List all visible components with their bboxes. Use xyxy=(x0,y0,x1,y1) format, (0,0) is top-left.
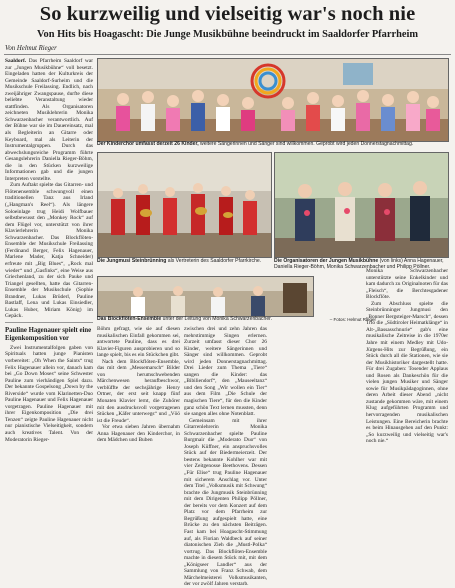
photo-recorder-ensemble xyxy=(97,276,314,317)
paragraph: zwischen drei und zehn Jahren das mehrstimmige Singen erlernen. Zurzeit umfasst dieser Chor 26 Kinder, weitere Sängerinnen und Sänger sind willkommen. Geprobt wird jeden Donnerstagnachmittag. Drei Lieder zum Thema „Tiere“ sangen die Kinder: das „Bibiliendorf“, den „Mauseeltanz“ und den Song „Wir wollen ein Tier“ aus dem Film „Die Schule der magischen Tiere“, für den die Kinder ganz schön Text lernen mussten, denn sie sangen alles ohne Notenblatt. xyxy=(184,326,267,418)
paragraph: Gemeinsam mit ihrer Gitarrenlehrerin Monika Schwarzenbacher spielte Pauline Burgmair die „Moderato Duo“ von Joseph Küffner, ein anspruchsvolles Stück auf der Biedermeierzeit. Der bestens bekannte Kohlher war mit vier Zeitgenosse Beethovens. Dessen „Für Elise“ trug Pauline Hagenauer mit sicherem Anschlag vor. Unter dem Titel „Volksmusik mit Schwung“ brachte die Jungmusik Steinbrünning mit dem Dirigenten Philipp Pöllner, der bereits vor dem Konzert auf dem Platz vor dem Pfarrheim zur Begrüßung aufgespielt hatte, eine Brücke zu den nächsten Beiträgen. Fast kam bei Hoagascht-Stimmung auf, als Florian Waldbeck auf seiner diatonischen Zieh die „Mustl-Polka“ vortrug. Das Blockflöten-Ensemble machte in diesem Stück mit, mit dem „Königseer Landler“ aus der Sammlung von Franz Schwab, dem Märchelmeisterei Volksmusikanten, der vor zwölf Jahren verstarb. xyxy=(184,417,267,588)
photo-jungmusi xyxy=(97,152,272,258)
paragraph: Zum Abschluss spielte die Steinbrünninger Jungmusi den „Bonner Bergsteiger-Marsch“, dessen Trio die „Südtiroler Heimatklänge“ in Alt-„Bassasschnurie“ gab's eine musikalische Zeitreise in die 1970er Jahre mit einem Medley mit Udo-Jürgens-Hits zur Begrüßung, ein Stück durch all die Stationen, wie sie der Musikhistoriker dargestellt hatte. Für drei Zugaben: Tosender Applaus und Rosen als Dankeschön für die vielen jungen Musiker und Sänger sowie für Musikpädagoginnen, ohne deren Arbeit dieser Abend „nicht zustande gekommen wäre, mit einem Klug aufgeführten Programm und hervorragenden musikalischen Leistungen. Eine Bereicherin brachte es beim Hinausgehen auf den Punkt: „So kurzweilig und vielseitig war's noch nie.“ xyxy=(366,300,448,445)
dateline: Saaldorf. xyxy=(5,58,27,64)
paragraph: Böhm gefragt, wie sie auf diesen musikalischen Einfall gekommen sei, antwortete Pauline, dass es drei Klavier-Figuren ausprobieren und so lange spielt, bis es ein Stückchen gibt. xyxy=(97,326,180,359)
caption-text: als Vertreterin des Saaldorfer Pfarrkirche. xyxy=(166,258,262,264)
paragraph: Zwei Instrumentalfolgen gaben von Spirituals hatten junge Pianisten vorbereitet: „Oh When the Saints“ trug Felix Hagenauer allein vor, danach kam bei „Go Down Moses“ seine Schwester Pauline zum vierhändigen Spiel dazu. Der bekannte Gospelsong „Down by the Riverside“ wurde vom Klarinetten-Duo Pauline Hagenauer und Felix Hagenauer vorgetragen. Pauline Hagenauer mit ihrer Eigenkomposition „Die drei Tenzen“ zeigte Pauline Hagenauer nicht nur pianistische Vielseitigkeit, sondern auch kreatives Talent. Von der Moderatorin Rieger- xyxy=(5,344,93,443)
photo-credit: – Fotos: Helmut Rieger xyxy=(329,317,376,322)
header-rule xyxy=(4,54,451,55)
paragraph: Monika Schwarzenbacher unterstützte seine Enkelkinder und kam dadurch zu Originalnoten für das „Fleisch“, die Berchtesgadener Blockflöte. xyxy=(366,268,448,301)
photo-caption xyxy=(97,258,270,264)
photo-organizers xyxy=(274,152,449,258)
section-divider xyxy=(5,322,93,323)
photo-caption xyxy=(97,316,312,322)
paragraph: Zum Auftakt spielte das Gitarren- und Flötenensemble schwungvoll einen traditionellen Tanz aus Irland („Hangman's Reel“). Als längere Soloeinlage trug Heidi Wolfbauer selbstbewusst den „Monkey Rock“ auf dem Flügel vor, unterstützt von ihrer Klavierlehrerin Monika Schwarzenbacher. Das Blockflöten-Ensemble der Musikschule Freilassing (Ferdinand Berger, Felix Hagenauer, Marlene Mader, Katja Schneider) erfreute mit „Big Blues“, „Rock mal wieder“ und „Gasfinks“, eine Weise aus Griechenland, zu der sich Pauke und Triangel gesellten, hatte das Gitarren-Ensemble der Musikschule (Sophie Brandner, Lukas Brüderl, Pauline Bastlaff, Lena und Lukas Einsiedler, Lukas Huber, Miriam König) im Gepäck. xyxy=(5,182,93,320)
caption-lead: Die Organisatoren der Jungen Musikbühne xyxy=(274,258,379,264)
caption-lead: Die Jungmusi Steinbrünning xyxy=(97,258,167,264)
column-2 xyxy=(97,326,180,476)
column-4 xyxy=(366,268,448,476)
photo-caption xyxy=(97,141,447,147)
caption-lead: Der Kinderchor umfasst derzeit 26 Kinder, xyxy=(97,141,199,147)
column-1 xyxy=(5,58,93,476)
caption-text: (von links) Anna Hagenauer, Daniella Rieger-Böhm, Monika Schwarzenbacher und Philipp Pöllner. xyxy=(274,258,444,270)
lead-paragraph xyxy=(5,58,93,182)
photo-childrens-choir xyxy=(97,58,449,142)
caption-text: unter der Leitung von Monika Schwarzenbacher. xyxy=(161,316,272,322)
lead-text: Das Pfarrheim Saaldorf war zur „Jungen Musikbühne“ voll besetzt. Eingeladen hatten der Kulturkreis der Gemeinde Saaldorf-Surheim und die Musikschule Freilassing. Endlich, nach zweijähriger Zwangspause, durfte diese beliebte Veranstaltung wieder stattfinden. Als Organisatoren zeichneten Musiklehrerin Monika Schwarzenbacher verantwortlich. Auf der Bühne war sie im Dauereinsatz, mal als Begleiterin an Gitarre oder Keyboard, mal als Leiterin der Instrumentalgruppen. Durch das abwechslungsreiche Programm führte Gesangslehrerin Daniella Rieger-Böhm, die in den Stücken kurzweilige Informationen gab und die jungen Interpreten vorstellte. xyxy=(5,58,93,182)
caption-lead: Das Blockflöten-Ensemble xyxy=(97,316,162,322)
byline: Von Helmut Rieger xyxy=(5,45,57,52)
headline: So kurzweilig und vielseitig war's noch nie xyxy=(39,3,416,25)
paragraph: Nach dem Blockflöten-Ensemble, das mit dem „Messemarsch“ Bilder von herumschwebenden Märchenwesen heraufbeschwor, verblüffte der sechsjährige Henry Ortner, der erst seit knapp fünf Monaten Klavier lernt, die Zuhörer mit den ausdrucksvoll vorgetragenen Stücken „Käfer unterwegs“ und „Vöö ist die Freude“. xyxy=(97,358,180,424)
section-heading: Pauline Hagenauer spielt eine Eigenkomposition vor xyxy=(5,326,92,342)
caption-text: weitere Sängerinnen und Sänger sind willkommen. Geprobt wird jeden Donnerstagnachmittag. xyxy=(198,141,414,147)
paragraph: Vor etwa sieben Jahren übernahm Anna Hagenauer den Kinderchor, in dem Mädchen und Buben xyxy=(97,424,180,444)
column-3 xyxy=(184,326,267,588)
subhead: Von Hits bis Hoagascht: Die Junge Musikbühne beeindruckt im Saaldorfer Pfarrheim xyxy=(36,29,418,40)
